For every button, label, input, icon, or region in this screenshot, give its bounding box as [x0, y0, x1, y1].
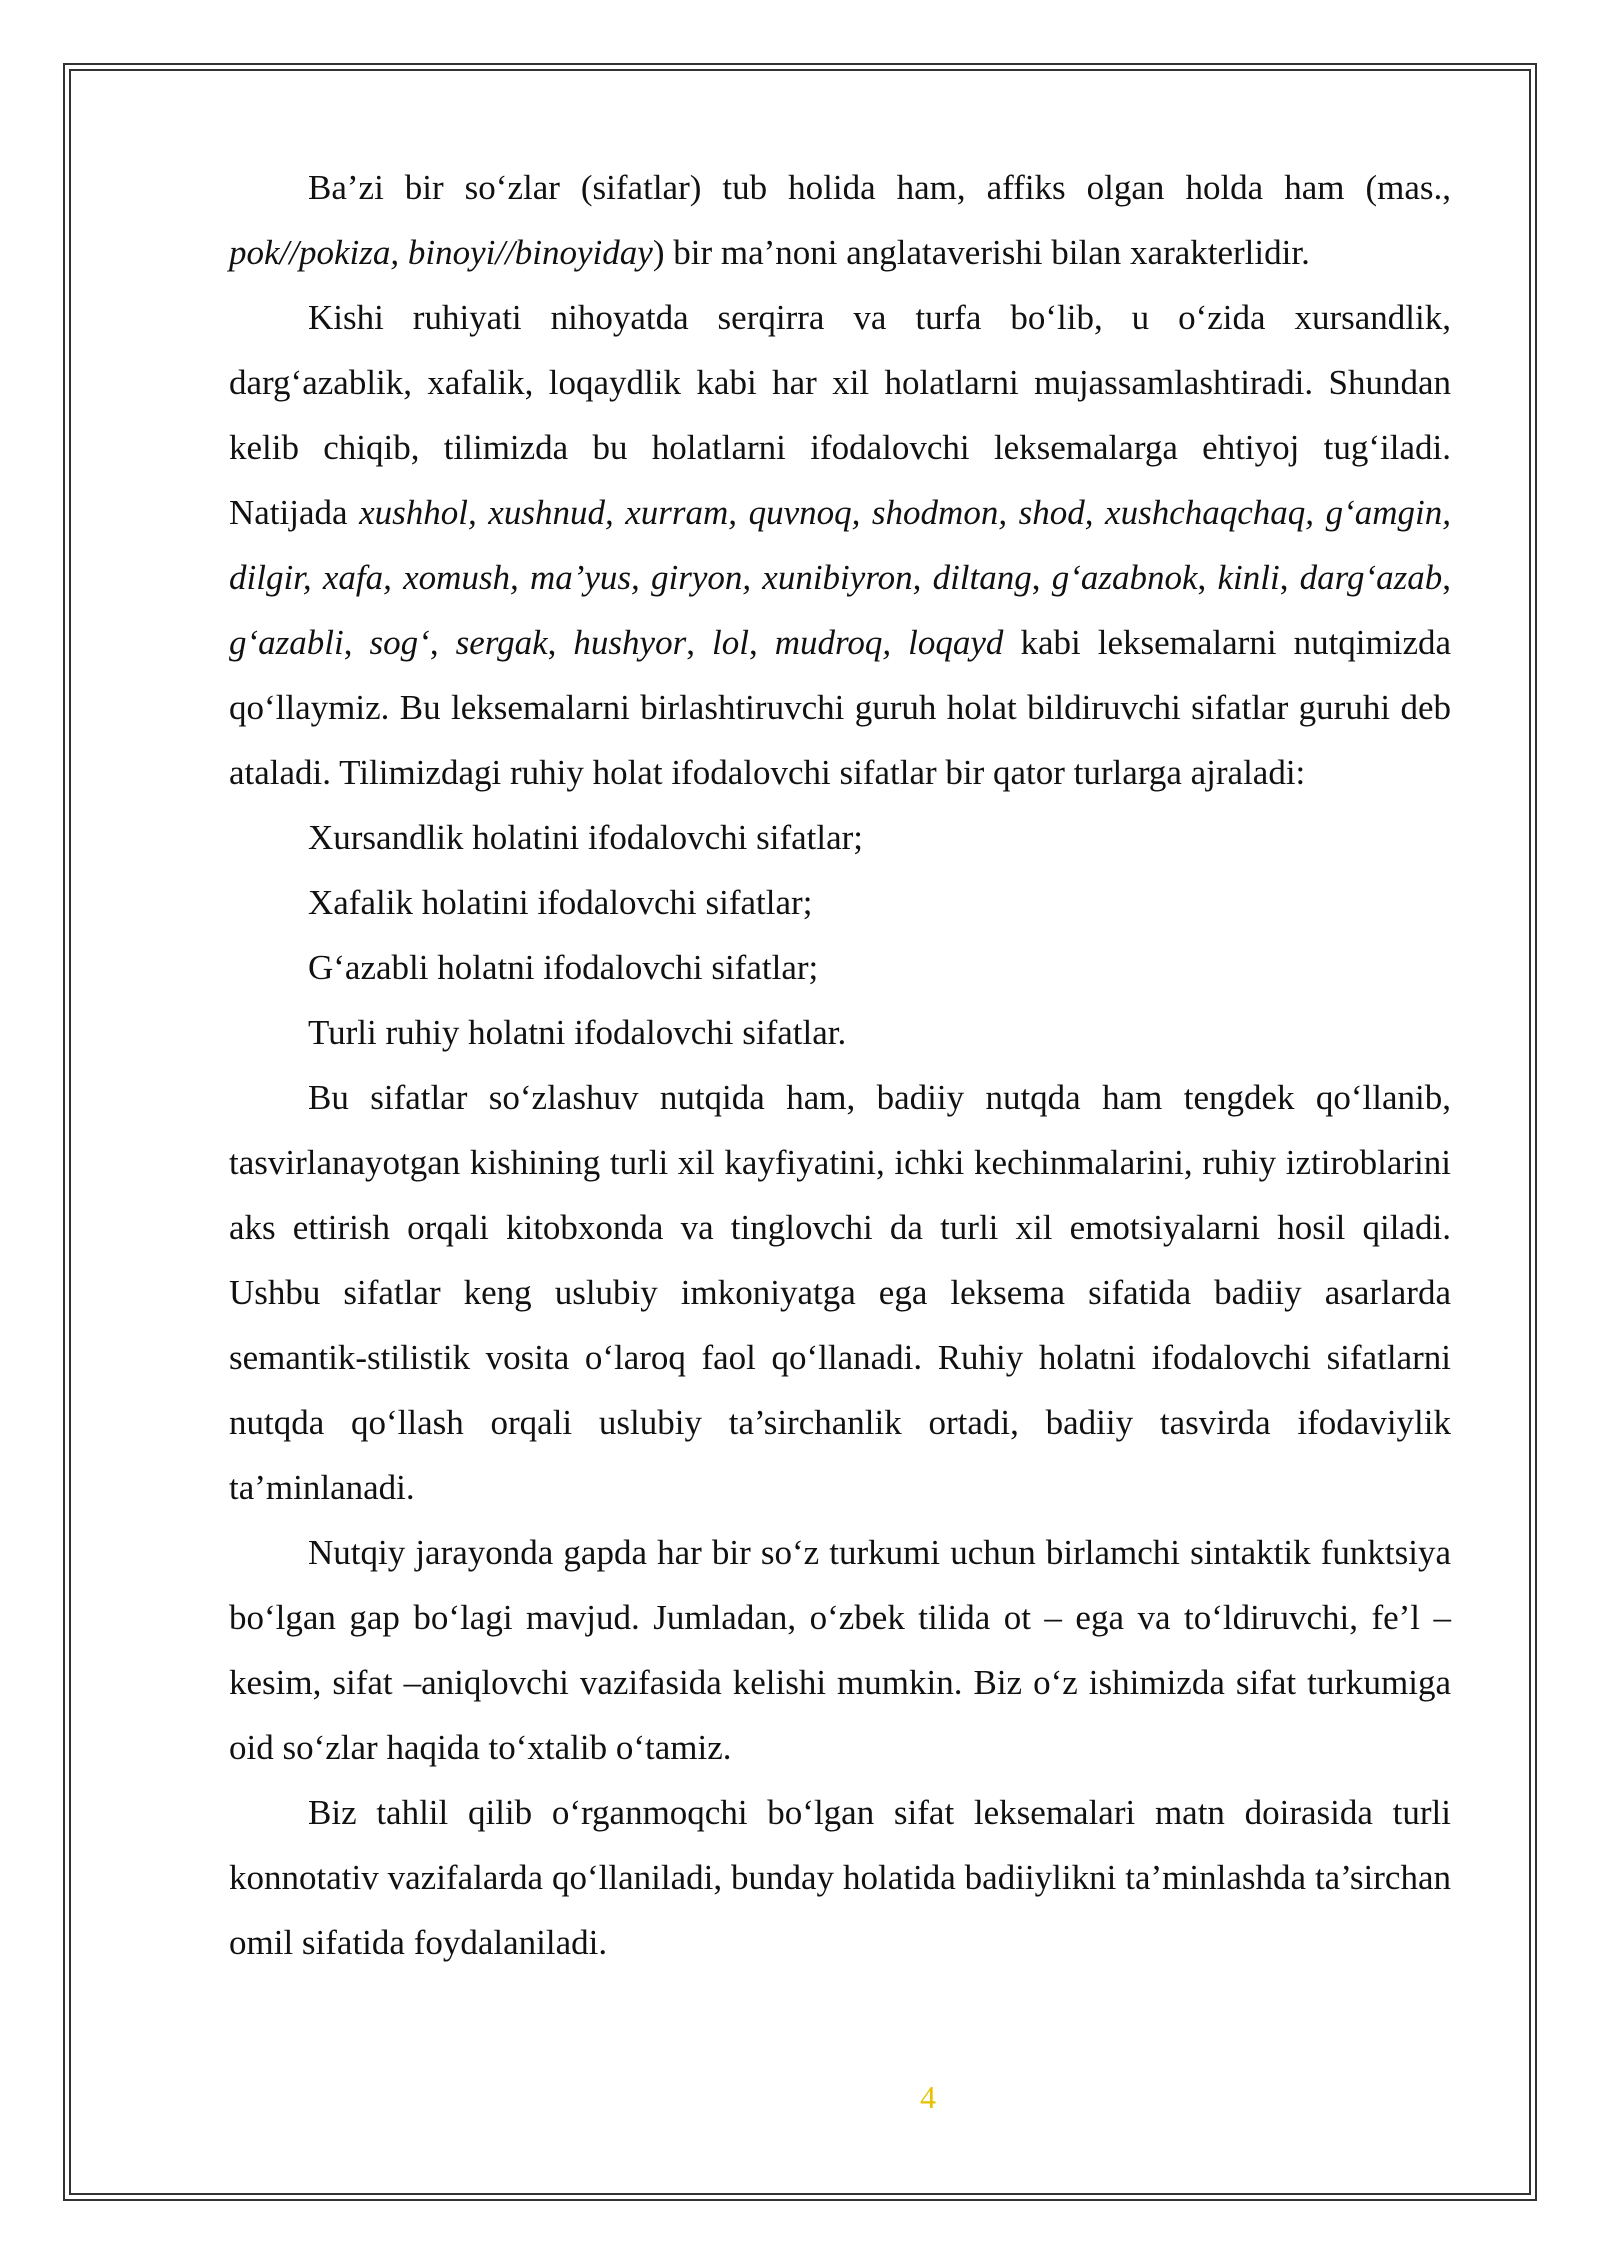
text-segment: G‘azabli holatni ifodalovchi sifatlar; — [308, 948, 819, 987]
text-segment: , — [429, 623, 456, 662]
paragraph — [229, 1520, 1451, 1780]
text-segment: , — [1279, 558, 1300, 597]
text-segment: , — [686, 623, 712, 662]
paragraph — [229, 1780, 1451, 1975]
text-segment: , — [1031, 558, 1052, 597]
text-segment: Biz tahlil qilib o‘rganmoqchi bo‘lgan sifat leksemalari matn doirasida turli konnotativ vazifalarda qo‘llaniladi, bunday holatida badiiylikni ta’minlashda ta’sirchan omil sifatida foydalaniladi. — [229, 1793, 1451, 1962]
italic-segment: mudroq, loqayd — [774, 623, 1004, 662]
text-segment: Kishi ruhiyati nihoyatda serqirra va turfa bo‘lib, u o‘zida xursandlik, darg‘azablik, xafalik, loqaydlik kabi har xil holatlarni mujassamlashtiradi. Shundan kelib chiqib, tilimizda bu holatlarni ifodalovchi leksemalarga ehtiyoj tug‘iladi. Natijada — [229, 298, 1451, 532]
list-item — [229, 1000, 1451, 1065]
text-segment: , — [1197, 558, 1218, 597]
paragraph — [229, 1065, 1451, 1520]
text-segment: Xursandlik holatini ifodalovchi sifatlar; — [308, 818, 864, 857]
italic-segment: pok//pokiza, binoyi//binoyiday — [229, 233, 653, 272]
text-segment: Xafalik holatini ifodalovchi sifatlar; — [308, 883, 813, 922]
italic-segment: xushhol, xushnud, xurram, quvnoq, shodmon, shod, xushchaqchaq, g‘amgin, dilgir, xafa, xomush, ma’yus, giryon, xunibiyron, diltang — [229, 493, 1451, 597]
list-item — [229, 805, 1451, 870]
text-segment: , — [343, 623, 370, 662]
text-segment: Turli ruhiy holatni ifodalovchi sifatlar. — [308, 1013, 847, 1052]
italic-segment: kinli — [1217, 558, 1280, 597]
text-segment: , — [748, 623, 775, 662]
italic-segment: sog‘ — [369, 623, 430, 662]
text-segment: ) bir ma’noni anglataverishi bilan xarakterlidir. — [652, 233, 1310, 272]
page-number: 4 — [920, 2079, 936, 2115]
text-segment: Ba’zi bir so‘zlar (sifatlar) tub holida ham, affiks olgan holda ham (mas., — [308, 168, 1451, 207]
list-item — [229, 935, 1451, 1000]
list-item — [229, 870, 1451, 935]
text-segment: , — [547, 623, 574, 662]
italic-segment: g‘azabli — [229, 623, 344, 662]
italic-segment: hushyor — [573, 623, 687, 662]
text-segment: Bu sifatlar so‘zlashuv nutqida ham, badiiy nutqda ham tengdek qo‘llanib, tasvirlanayotgan kishining turli xil kayfiyatini, ichki kechinmalarini, ruhiy iztiroblarini aks ettirish orqali kitobxonda va tinglovchi da turli xil emotsiyalarni hosil qiladi. Ushbu sifatlar keng uslubiy imkoniyatga ega leksema sifatida badiiy asarlarda semantik-stilistik vosita o‘laroq faol qo‘llanadi. Ruhiy holatni ifodalovchi sifatlarni nutqda qo‘llash orqali uslubiy ta’sirchanlik ortadi, badiiy tasvirda ifodaviylik ta’minlanadi. — [229, 1078, 1451, 1507]
text-segment: , — [1442, 558, 1452, 597]
italic-segment: lol — [712, 623, 749, 662]
italic-segment: g‘azabnok — [1051, 558, 1198, 597]
italic-segment: sergak — [455, 623, 548, 662]
text-segment: Nutqiy jarayonda gapda har bir so‘z turkumi uchun birlamchi sintaktik funktsiya bo‘lgan gap bo‘lagi mavjud. Jumladan, o‘zbek tilida ot – ega va to‘ldiruvchi, fe’l – kesim, sifat –aniqlovchi vazifasida kelishi mumkin. Biz o‘z ishimizda sifat turkumiga oid so‘zlar haqida to‘xtalib o‘tamiz. — [229, 1533, 1451, 1767]
paragraph — [229, 285, 1451, 805]
italic-segment: darg‘azab — [1299, 558, 1443, 597]
text-segment: kabi leksemalarni nutqimizda qo‘llaymiz. Bu leksemalarni birlashtiruvchi guruh holat bildiruvchi sifatlar guruhi deb ataladi. Tilimizdagi ruhiy holat ifodalovchi sifatlar bir qator turlarga ajraladi: — [229, 623, 1452, 792]
document-body — [229, 155, 1451, 1975]
paragraph — [229, 155, 1451, 285]
